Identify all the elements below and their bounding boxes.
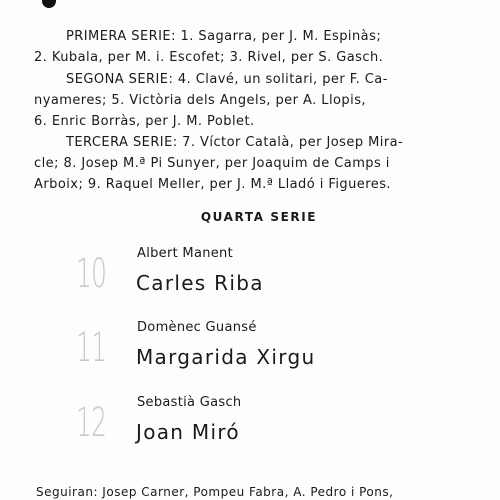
- tercera-serie-paragraph: [34, 132, 470, 195]
- entry-number: 12: [76, 400, 107, 446]
- text-line: PRIMERA SERIE: 1. Sagarra, per J. M. Espinàs;: [66, 29, 382, 44]
- entry-number: 11: [76, 325, 107, 371]
- primera-serie-paragraph: [34, 26, 470, 68]
- entry-subject: Joan Miró: [136, 420, 240, 444]
- quarta-serie-heading: QUARTA SERIE: [200, 210, 318, 224]
- series-entry: [0, 316, 500, 386]
- entry-author: Sebastià Gasch: [137, 395, 242, 410]
- ink-mark: [42, 0, 56, 8]
- entry-subject: Margarida Xirgu: [136, 345, 316, 369]
- series-entry: [0, 391, 500, 461]
- entry-number: 10: [76, 251, 107, 297]
- text-line: cle; 8. Josep M.ª Pi Sunyer, per Joaquim de Camps i: [34, 156, 390, 171]
- text-line: 6. Enric Borràs, per J. M. Poblet.: [34, 114, 255, 129]
- entry-author: Albert Manent: [137, 246, 233, 261]
- text-line: SEGONA SERIE: 4. Clavé, un solitari, per F. Ca-: [66, 72, 388, 87]
- series-entry: [0, 242, 500, 312]
- text-line: Arboix; 9. Raquel Meller, per J. M.ª Lladó i Figueres.: [34, 177, 392, 192]
- entry-author: Domènec Guansé: [137, 320, 257, 335]
- footer-text: Seguiran: Josep Carner, Pompeu Fabra, A. Pedro i Pons,: [36, 485, 394, 499]
- text-line: 2. Kubala, per M. i. Escofet; 3. Rivel, per S. Gasch.: [34, 50, 384, 65]
- segona-serie-paragraph: [34, 69, 470, 132]
- text-line: TERCERA SERIE: 7. Víctor Català, per Josep Mira-: [66, 135, 404, 150]
- text-line: nyameres; 5. Victòria dels Angels, per A. Llopis,: [34, 93, 366, 108]
- entry-subject: Carles Riba: [136, 271, 264, 295]
